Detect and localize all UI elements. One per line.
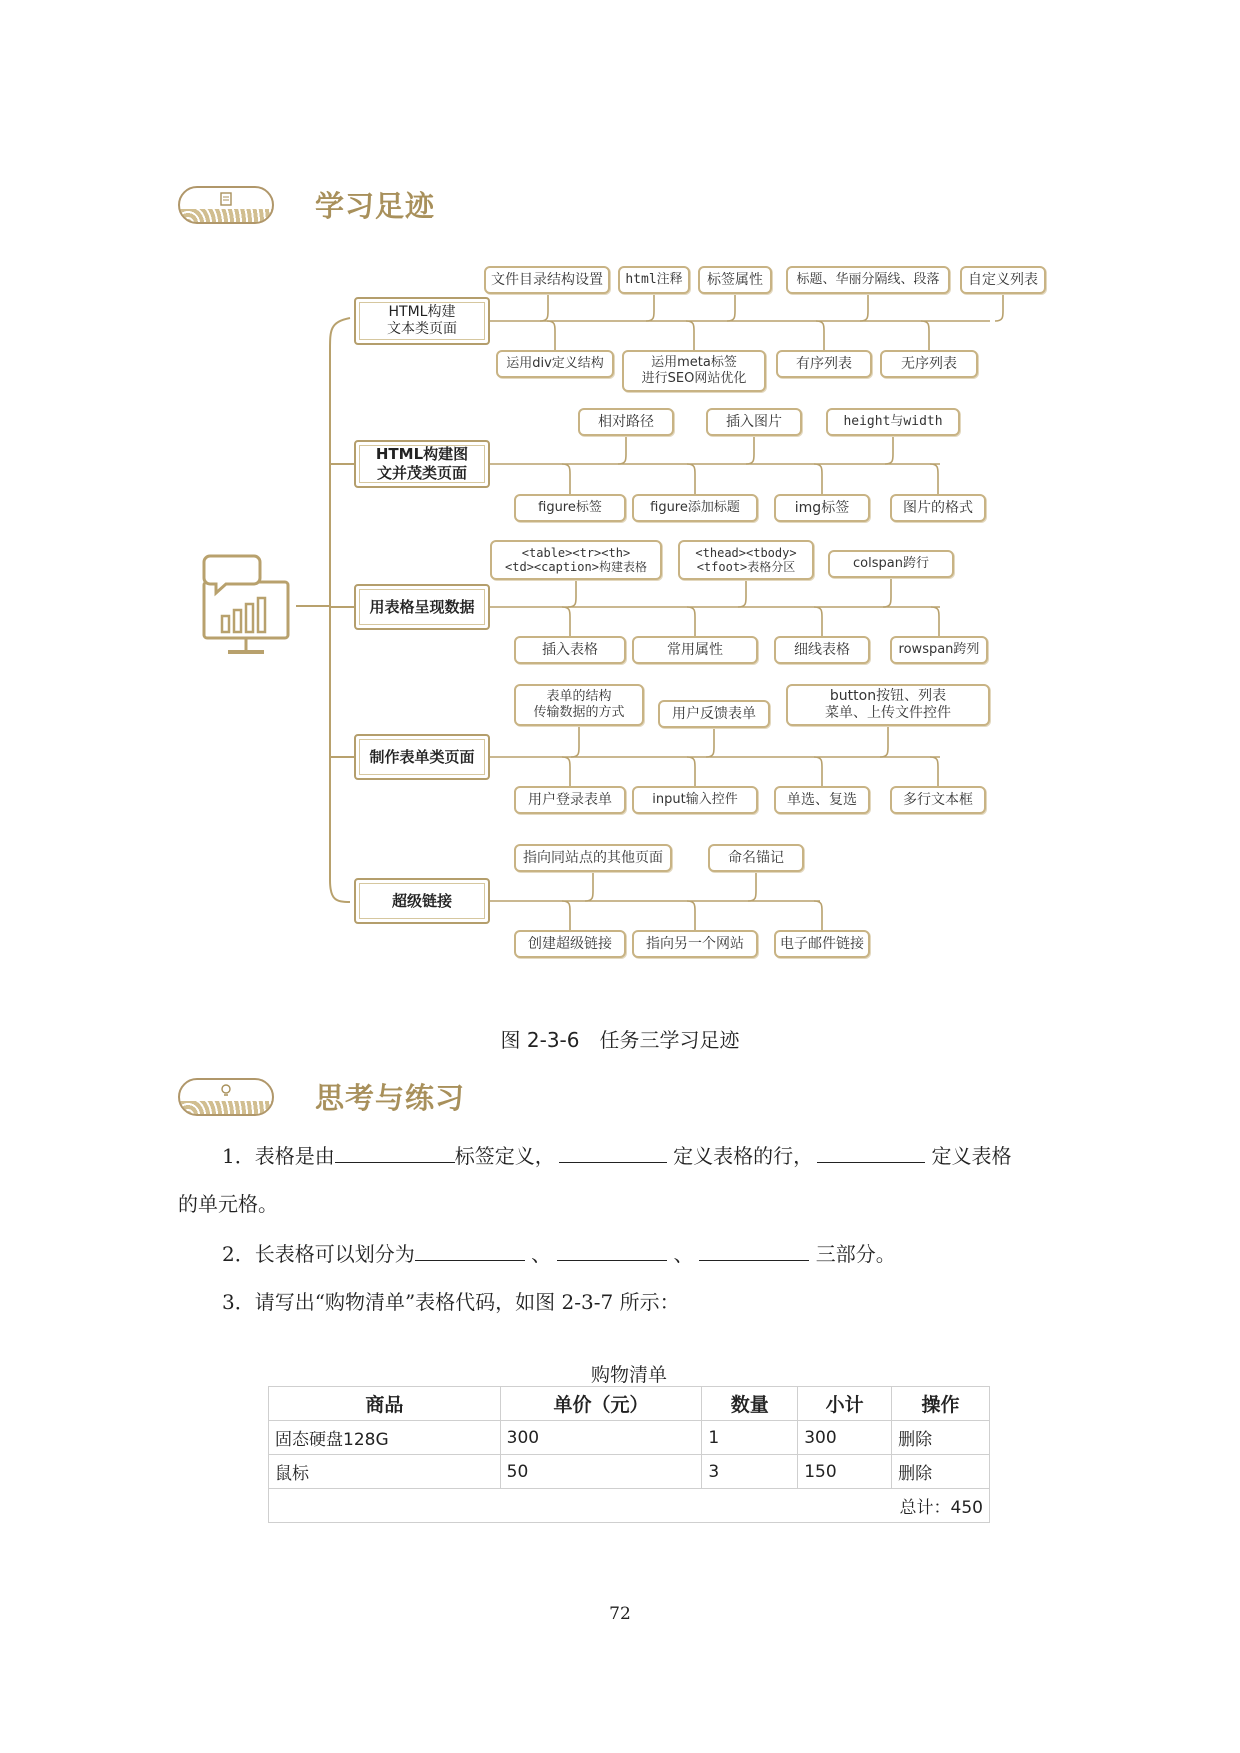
connector-line xyxy=(814,901,822,930)
leaf-node: height与width xyxy=(826,408,960,436)
connector-line xyxy=(814,464,822,494)
connector-line xyxy=(814,607,822,636)
page-number: 72 xyxy=(609,1604,631,1624)
connector-line xyxy=(687,757,695,786)
table-total-row xyxy=(269,1489,990,1523)
shopping-list-table xyxy=(268,1386,990,1523)
connector-line xyxy=(883,578,891,607)
connector-line xyxy=(748,872,756,901)
leaf-node: 标签属性 xyxy=(698,266,772,294)
question-number: 3． xyxy=(222,1290,255,1314)
branch-hyperlink: 超级链接 xyxy=(354,878,490,924)
answer-blank[interactable] xyxy=(699,1242,809,1261)
connector-line xyxy=(930,464,938,494)
leaf-node: 指向另一个网站 xyxy=(632,930,758,958)
leaf-node: 命名锚记 xyxy=(708,844,804,872)
section-title: 思考与练习 xyxy=(315,1081,466,1115)
connector-line xyxy=(885,436,893,464)
leaf-node: 相对路径 xyxy=(578,408,674,436)
question-text: 标签定义， xyxy=(454,1144,555,1168)
question-1 xyxy=(222,1140,1011,1169)
branch-html-image: HTML构建图 文并茂类页面 xyxy=(354,440,490,488)
leaf-node: 单选、复选 xyxy=(774,786,870,814)
question-text: 长表格可以划分为 xyxy=(254,1242,415,1266)
question-text: 定义表格的行， xyxy=(666,1144,814,1168)
question-text: 请写出“购物清单”表格代码，如图 2-3-7 所示： xyxy=(254,1290,680,1314)
leaf-node: 指向同站点的其他页面 xyxy=(514,844,672,872)
column-header: 数量 xyxy=(702,1387,798,1421)
connector-line xyxy=(562,901,570,930)
leaf-node: rowspan跨列 xyxy=(890,636,988,664)
connector-line xyxy=(814,757,822,786)
connector-line xyxy=(568,580,576,607)
leaf-node: 表单的结构 传输数据的方式 xyxy=(514,684,644,726)
connector-line xyxy=(816,321,824,350)
question-number: 2． xyxy=(222,1242,255,1266)
leaf-node: 无序列表 xyxy=(880,350,978,378)
lightbulb-icon xyxy=(220,1084,232,1098)
figure-caption: 图 2-3-6 任务三学习足迹 xyxy=(500,1028,740,1052)
connector-line xyxy=(746,436,754,464)
connector-line xyxy=(687,901,695,930)
question-text: 表格是由 xyxy=(254,1144,335,1168)
connector-line xyxy=(562,607,570,636)
column-header: 商品 xyxy=(269,1387,501,1421)
leaf-node: 自定义列表 xyxy=(960,266,1046,294)
banner-badge xyxy=(178,1078,274,1116)
connector-line xyxy=(860,294,868,321)
connector-line xyxy=(562,464,570,494)
leaf-node: 插入表格 xyxy=(514,636,626,664)
connector-line xyxy=(880,726,888,757)
leaf-node: 图片的格式 xyxy=(890,494,986,522)
connector-line xyxy=(686,321,694,350)
question-text: 定义表格 xyxy=(925,1144,1012,1168)
leaf-node: 电子邮件链接 xyxy=(774,930,870,958)
table-header-row xyxy=(269,1387,990,1421)
branch-html-text: HTML构建 文本类页面 xyxy=(354,297,490,345)
connector-line xyxy=(921,321,929,350)
leaf-node: 有序列表 xyxy=(776,350,872,378)
cell-subtotal: 150 xyxy=(798,1455,892,1489)
answer-blank[interactable] xyxy=(557,1242,667,1261)
leaf-node: button按钮、列表 菜单、上传文件控件 xyxy=(786,684,990,726)
branch-form: 制作表单类页面 xyxy=(354,734,490,780)
leaf-node: img标签 xyxy=(774,494,870,522)
connector-line xyxy=(738,580,746,607)
column-header: 单价（元） xyxy=(500,1387,702,1421)
question-3 xyxy=(222,1286,680,1315)
leaf-node: 用户反馈表单 xyxy=(658,700,770,728)
branch-table: 用表格呈现数据 xyxy=(354,584,490,630)
cell-quantity: 3 xyxy=(702,1455,798,1489)
leaf-node: html注释 xyxy=(618,266,690,294)
cell-product: 鼠标 xyxy=(269,1455,501,1489)
leaf-node: figure标签 xyxy=(514,494,626,522)
question-text: 三部分。 xyxy=(809,1242,896,1266)
delete-link[interactable]: 删除 xyxy=(892,1455,990,1489)
delete-link[interactable]: 删除 xyxy=(892,1421,990,1455)
question-text: 、 xyxy=(667,1242,694,1266)
leaf-node: 插入图片 xyxy=(706,408,802,436)
question-number: 1． xyxy=(222,1144,255,1168)
answer-blank[interactable] xyxy=(415,1242,525,1261)
leaf-node: 创建超级链接 xyxy=(514,930,626,958)
answer-blank[interactable] xyxy=(559,1144,667,1163)
leaf-node: 运用meta标签 进行SEO网站优化 xyxy=(622,350,766,392)
question-1-continued: 的单元格。 xyxy=(178,1192,278,1216)
cell-price: 50 xyxy=(500,1455,702,1489)
question-2 xyxy=(222,1238,896,1267)
table-caption: 购物清单 xyxy=(590,1364,667,1386)
leaf-node: 用户登录表单 xyxy=(514,786,626,814)
leaf-node: 常用属性 xyxy=(632,636,758,664)
connector-line xyxy=(540,294,548,321)
connector-line xyxy=(646,294,654,321)
column-header: 操作 xyxy=(892,1387,990,1421)
leaf-node: input输入控件 xyxy=(632,786,758,814)
table-row xyxy=(269,1421,990,1455)
connector-line xyxy=(706,728,714,757)
table-row xyxy=(269,1455,990,1489)
cell-subtotal: 300 xyxy=(798,1421,892,1455)
connector-line xyxy=(330,318,350,902)
leaf-node: 运用div定义结构 xyxy=(496,350,614,378)
section-title: 学习足迹 xyxy=(315,189,436,223)
question-text: 、 xyxy=(524,1242,552,1266)
leaf-node: <thead><tbody> <tfoot>表格分区 xyxy=(678,540,814,580)
cell-product: 固态硬盘128G xyxy=(269,1421,501,1455)
leaf-node: figure添加标题 xyxy=(632,494,758,522)
leaf-node: 多行文本框 xyxy=(890,786,986,814)
connector-line xyxy=(687,464,695,494)
connector-line xyxy=(930,757,938,786)
banner-wave-decoration xyxy=(180,1101,272,1114)
connector-line xyxy=(585,872,593,901)
column-header: 小计 xyxy=(798,1387,892,1421)
leaf-node: 标题、华丽分隔线、段落 xyxy=(786,266,950,294)
total-cell: 总计：450 xyxy=(269,1489,990,1523)
connector-line xyxy=(618,436,626,464)
answer-blank[interactable] xyxy=(817,1144,925,1163)
connector-line xyxy=(562,757,570,786)
connector-line xyxy=(547,321,555,350)
leaf-node: 细线表格 xyxy=(774,636,870,664)
connector-line xyxy=(995,294,1003,321)
connector-line xyxy=(727,294,735,321)
leaf-node: 文件目录结构设置 xyxy=(484,266,610,294)
leaf-node: colspan跨行 xyxy=(828,550,954,578)
connector-line xyxy=(931,607,939,636)
monitor-chart-icon xyxy=(200,552,296,660)
leaf-node: <table><tr><th> <td><caption>构建表格 xyxy=(490,540,662,580)
cell-quantity: 1 xyxy=(702,1421,798,1455)
cell-price: 300 xyxy=(500,1421,702,1455)
connector-line xyxy=(687,607,695,636)
connector-line xyxy=(571,726,579,757)
answer-blank[interactable] xyxy=(335,1144,455,1163)
